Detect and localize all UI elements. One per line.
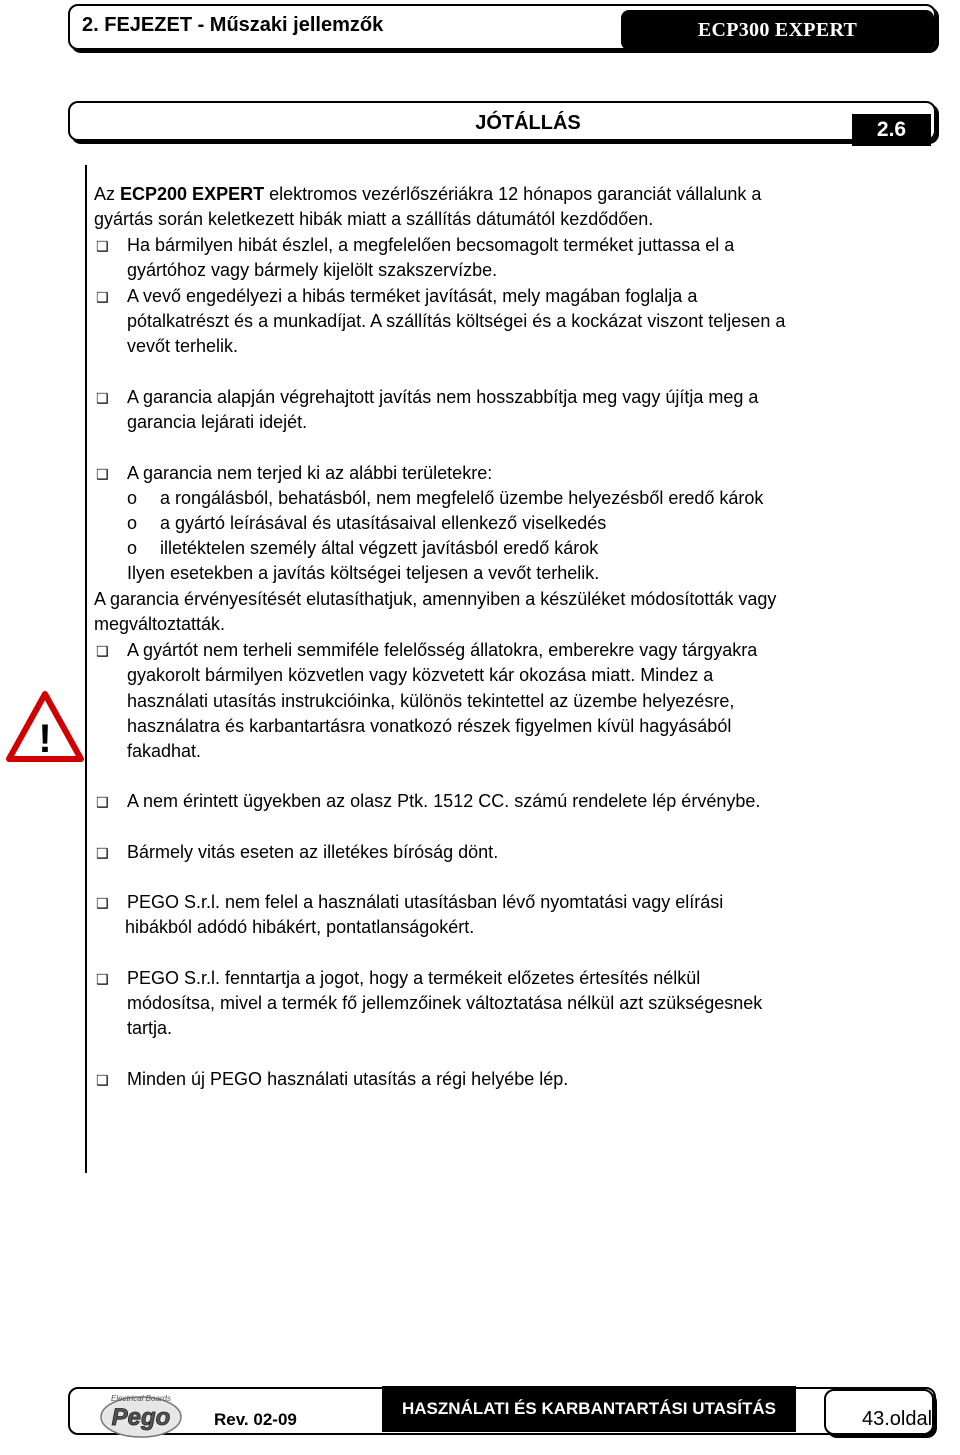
bullet-8-line-1: PEGO S.r.l. nem felel a használati utasításban lévő nyomtatási vagy elírási bbox=[127, 892, 724, 912]
bullet-marker: ❑ bbox=[96, 289, 109, 305]
intro-line-1: Az ECP200 EXPERT elektromos vezérlőszériákra 12 hónapos garanciát vállalunk a bbox=[94, 184, 762, 204]
pego-logo bbox=[98, 1387, 184, 1439]
intro-line-2: gyártás során keletkezett hibák miatt a szállítás dátumától kezdődően. bbox=[94, 209, 654, 229]
bullet-5-line-2: gyakorolt bármilyen közvetlen vagy közvetett kár okozása miatt. Mindez a bbox=[127, 665, 714, 685]
bullet-marker: ❑ bbox=[96, 466, 109, 482]
bullet-3-line-2: garancia lejárati idejét. bbox=[127, 412, 308, 432]
bullet-2-line-3: vevőt terhelik. bbox=[127, 336, 239, 356]
bullet-marker: ❑ bbox=[96, 238, 109, 254]
bullet-marker: ❑ bbox=[96, 390, 109, 406]
bullet-marker: ❑ bbox=[96, 643, 109, 659]
svg-text:Pego: Pego bbox=[111, 1404, 171, 1431]
bullet-5-line-1: A gyártót nem terheli semmiféle felelősség állatokra, emberekre vagy tárgyakra bbox=[127, 640, 758, 660]
bullet-5-line-4: használatra és karbantartásra vonatkozó részek figyelmen kívül hagyásából bbox=[127, 716, 732, 736]
bullet-2-line-2: pótalkatrészt és a munkadíjat. A szállítás költségei és a kockázat viszont teljesen a bbox=[127, 311, 786, 331]
bullet-10: Minden új PEGO használati utasítás a régi helyébe lép. bbox=[127, 1069, 569, 1089]
bullet-marker: ❑ bbox=[96, 794, 109, 810]
bullet-2-line-1: A vevő engedélyezi a hibás terméket javítását, mely magában foglalja a bbox=[127, 286, 698, 306]
page-number: 43.oldal bbox=[862, 1408, 933, 1430]
sub-item-3: illetéktelen személy által végzett javításból eredő károk bbox=[160, 538, 599, 558]
sub-bullet-marker: o bbox=[127, 538, 138, 558]
bullet-8-line-2: hibákból adódó hibákért, pontatlanságokért. bbox=[125, 917, 475, 937]
sub-item-2: a gyártó leírásával és utasításaival ellenkező viselkedés bbox=[160, 513, 607, 533]
bullet-5-line-3: használati utasítás instrukcióinka, különös tekintettel az üzembe helyezésre, bbox=[127, 691, 735, 711]
revision: Rev. 02-09 bbox=[214, 1410, 297, 1429]
bullet-marker: ❑ bbox=[96, 971, 109, 987]
bullet-4-tail: Ilyen esetekben a javítás költségei teljesen a vevőt terhelik. bbox=[127, 563, 600, 583]
warning-icon bbox=[6, 690, 84, 763]
section-number: 2.6 bbox=[852, 114, 931, 146]
modification-line-2: megváltoztatták. bbox=[94, 614, 226, 634]
sub-item-1: a rongálásból, behatásból, nem megfelelő üzembe helyezésből eredő károk bbox=[160, 488, 764, 508]
bullet-1-line-1: Ha bármilyen hibát észlel, a megfelelően becsomagolt terméket juttassa el a bbox=[127, 235, 735, 255]
left-margin-rule bbox=[85, 165, 87, 1173]
bullet-marker: ❑ bbox=[96, 845, 109, 861]
bullet-9-line-2: módosítsa, mivel a termék fő jellemzőinek változtatása nélkül azt szükségesnek bbox=[127, 993, 763, 1013]
section-title: JÓTÁLLÁS bbox=[475, 112, 581, 134]
bullet-1-line-2: gyártóhoz vagy bármely kijelölt szakszervízbe. bbox=[127, 260, 498, 280]
bullet-9-line-1: PEGO S.r.l. fenntartja a jogot, hogy a termékeit előzetes értesítés nélkül bbox=[127, 968, 701, 988]
model-badge: ECP300 EXPERT bbox=[621, 10, 934, 50]
warning-symbol: ! bbox=[38, 717, 52, 761]
bullet-4-line-1: A garancia nem terjed ki az alábbi területekre: bbox=[127, 463, 493, 483]
svg-text:Electrical Boards: Electrical Boards bbox=[110, 1394, 172, 1403]
sub-bullet-marker: o bbox=[127, 513, 138, 533]
bullet-3-line-1: A garancia alapján végrehajtott javítás nem hosszabbítja meg vagy újítja meg a bbox=[127, 387, 759, 407]
bullet-5-line-5: fakadhat. bbox=[127, 741, 202, 761]
bullet-7: Bármely vitás eseten az illetékes bíróság dönt. bbox=[127, 842, 499, 862]
chapter-title: 2. FEJEZET - Műszaki jellemzők bbox=[82, 14, 384, 36]
intro-model: ECP200 EXPERT bbox=[120, 184, 265, 204]
bullet-6: A nem érintett ügyekben az olasz Ptk. 1512 CC. számú rendelete lép érvénybe. bbox=[127, 791, 761, 811]
sub-bullet-marker: o bbox=[127, 488, 138, 508]
bullet-marker: ❑ bbox=[96, 1072, 109, 1088]
bullet-marker: ❑ bbox=[96, 895, 109, 911]
manual-title: HASZNÁLATI ÉS KARBANTARTÁSI UTASÍTÁS bbox=[382, 1386, 796, 1432]
modification-line-1: A garancia érvényesítését elutasíthatjuk, amennyiben a készüléket módosították vagy bbox=[94, 589, 777, 609]
bullet-9-line-3: tartja. bbox=[127, 1018, 173, 1038]
